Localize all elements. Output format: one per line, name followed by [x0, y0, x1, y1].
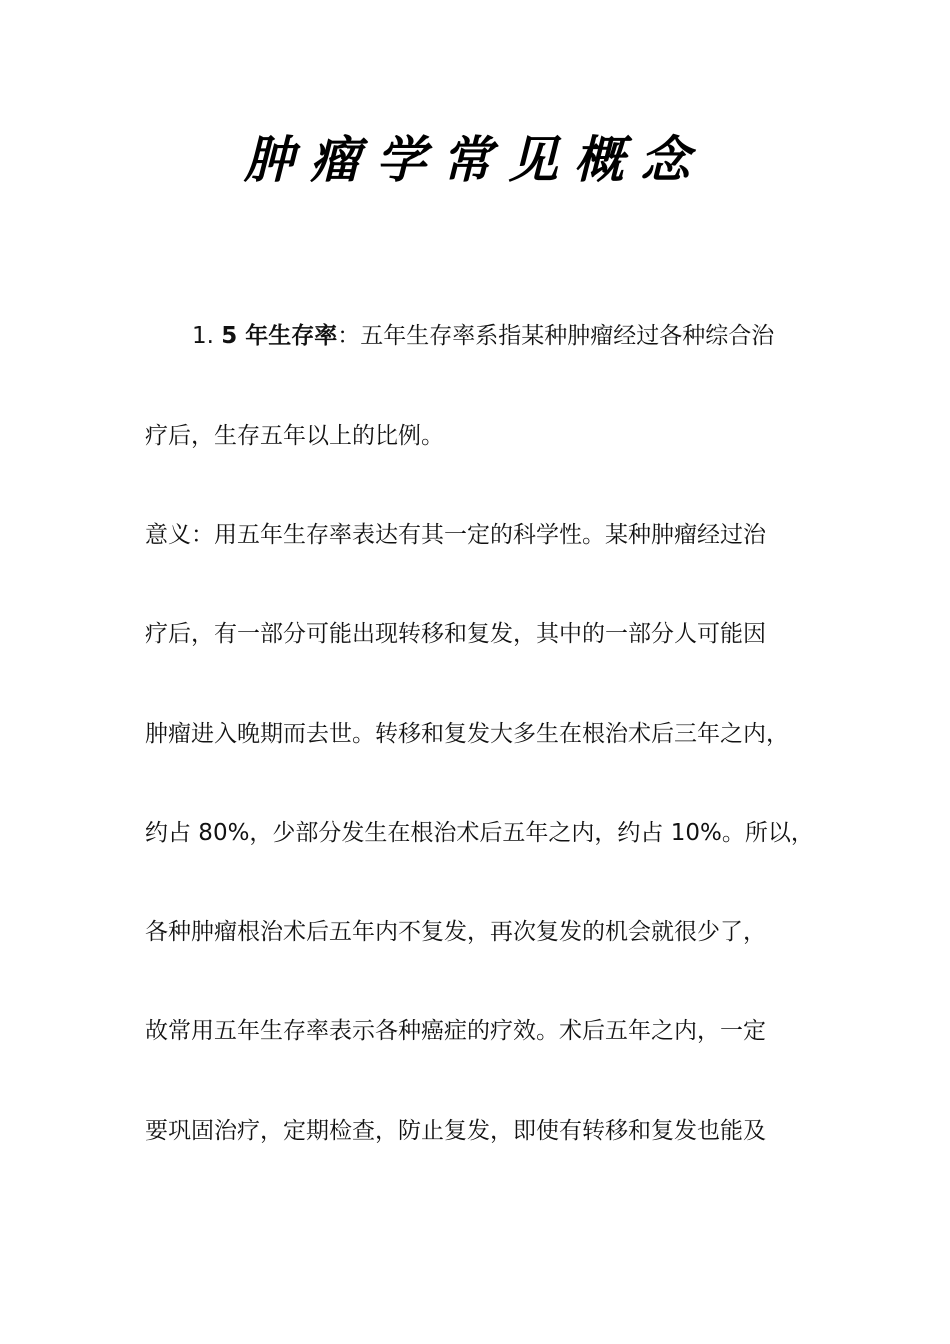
meaning-line-3: 肿瘤进入晚期而去世。转移和复发大多生在根治术后三年之内，: [145, 721, 789, 747]
section-1-line-1: [192, 319, 774, 353]
document-title: 肿瘤学常见概念: [244, 130, 706, 189]
meaning-line-5: 各种肿瘤根治术后五年内不复发，再次复发的机会就很少了，: [145, 919, 766, 945]
section-number: 1.: [192, 323, 214, 349]
section-definition: ：五年生存率系指某种肿瘤经过各种综合治: [337, 323, 775, 349]
section-term: 5 年生存率: [221, 323, 338, 349]
meaning-line-1: 意义：用五年生存率表达有其一定的科学性。某种肿瘤经过治: [145, 522, 766, 548]
meaning-line-7: 要巩固治疗，定期检查，防止复发，即使有转移和复发也能及: [145, 1118, 766, 1144]
meaning-line-2: 疗后，有一部分可能出现转移和复发，其中的一部分人可能因: [145, 621, 766, 647]
meaning-line-6: 故常用五年生存率表示各种癌症的疗效。术后五年之内，一定: [145, 1018, 766, 1044]
meaning-line-4: 约占 80%，少部分发生在根治术后五年之内，约占 10%。所以，: [145, 820, 814, 846]
section-1-line-2: 疗后，生存五年以上的比例。: [145, 423, 444, 449]
